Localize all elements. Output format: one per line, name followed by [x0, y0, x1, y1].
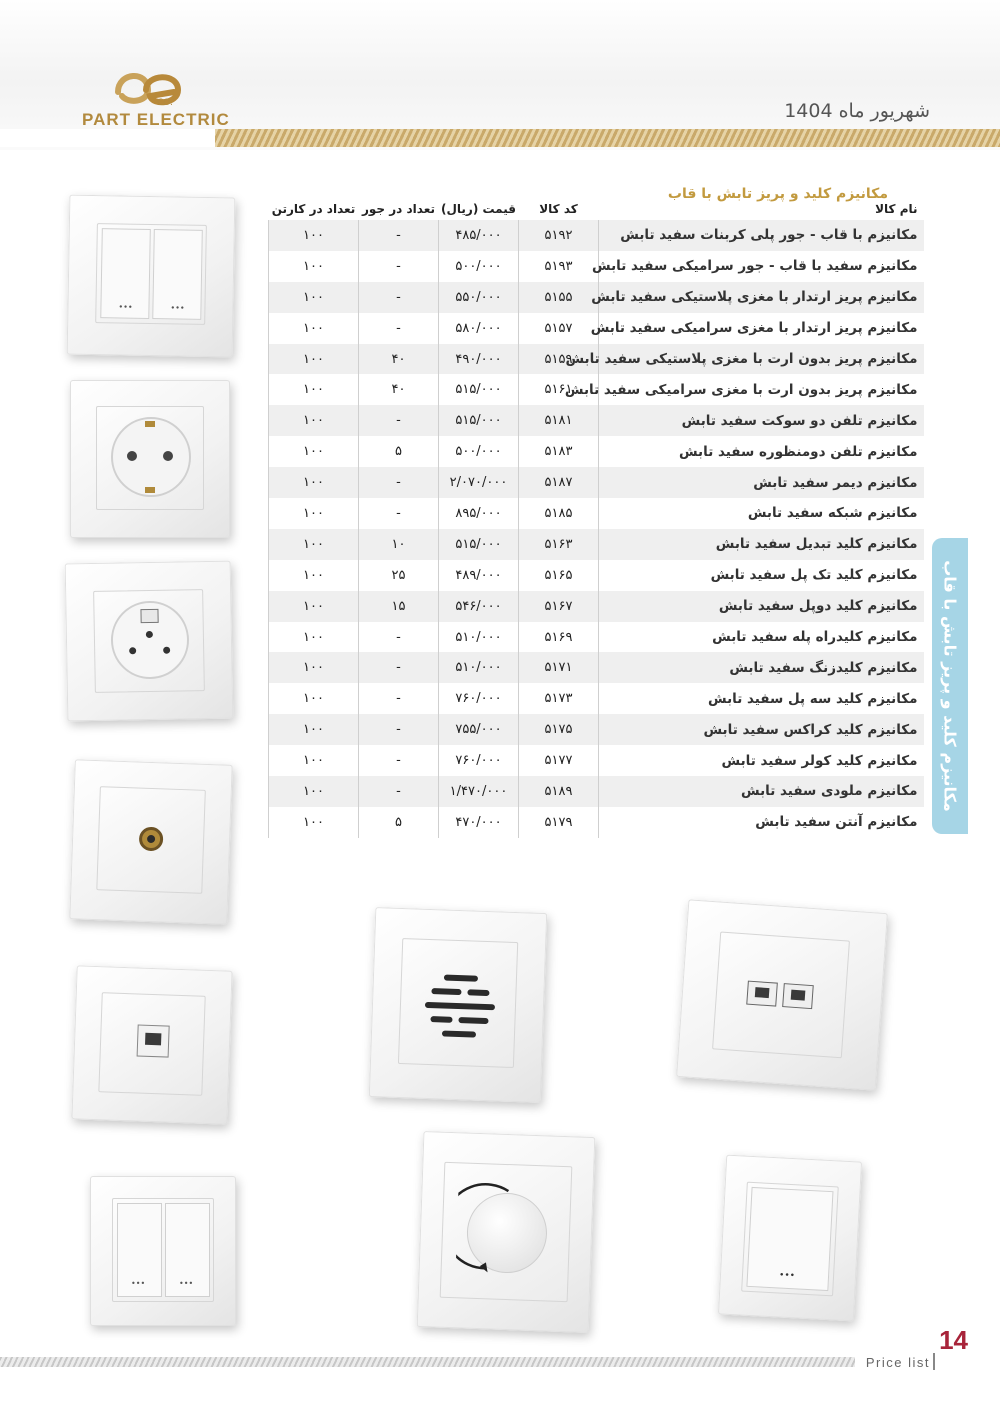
cell-pack: - — [359, 251, 439, 282]
cell-name: مکانیزم کلید تک پل سفید تابش — [599, 560, 924, 591]
header-date: شهریور ماه 1404 — [784, 100, 930, 122]
cell-price: ۱/۴۷۰/۰۰۰ — [439, 776, 519, 807]
cell-code: ۵۱۸۱ — [519, 405, 599, 436]
product-image-dual-phone — [676, 899, 888, 1091]
cell-carton: ۱۰۰ — [269, 652, 359, 683]
cell-name: مکانیزم پریز بدون ارت با مغزی سرامیکی سفید تابش — [599, 374, 924, 405]
cell-name: مکانیزم آنتن سفید تابش — [599, 807, 924, 838]
cell-code: ۵۱۵۷ — [519, 313, 599, 344]
product-image-double-switch-2: ••• ••• — [90, 1176, 236, 1326]
table-header-row — [269, 198, 924, 220]
product-image-network-socket — [71, 965, 232, 1124]
cell-code: ۵۱۷۹ — [519, 807, 599, 838]
cell-pack: ۱۰ — [359, 529, 439, 560]
cell-pack: ۲۵ — [359, 560, 439, 591]
product-image-dimmer — [417, 1131, 596, 1333]
cell-carton: ۱۰۰ — [269, 374, 359, 405]
table-row — [269, 467, 924, 498]
cell-name: مکانیزم تلفن دو سوکت سفید تابش — [599, 405, 924, 436]
header-code: کد کالا — [539, 202, 578, 216]
cell-price: ۴۹۰/۰۰۰ — [439, 344, 519, 375]
cell-pack: - — [359, 313, 439, 344]
table-row — [269, 652, 924, 683]
cell-price: ۵۸۰/۰۰۰ — [439, 313, 519, 344]
cell-carton: ۱۰۰ — [269, 714, 359, 745]
cell-name: مکانیزم پریز ارتدار با مغزی پلاستیکی سفید تابش — [599, 282, 924, 313]
cell-name: مکانیزم پریز ارتدار با مغزی سرامیکی سفید تابش — [599, 313, 924, 344]
product-image-antenna-socket — [69, 759, 232, 924]
header-stripe-gap — [0, 129, 215, 147]
cell-price: ۴۸۹/۰۰۰ — [439, 560, 519, 591]
table-row — [269, 220, 924, 251]
product-image-schuko-socket — [70, 380, 230, 538]
price-table — [268, 198, 924, 838]
footer-stripe — [0, 1357, 1000, 1367]
table-row — [269, 529, 924, 560]
cell-pack: - — [359, 745, 439, 776]
table-row — [269, 807, 924, 838]
table-row — [269, 436, 924, 467]
cell-code: ۵۱۷۳ — [519, 683, 599, 714]
cell-pack: ۵ — [359, 436, 439, 467]
cell-price: ۵۱۰/۰۰۰ — [439, 652, 519, 683]
cell-name: مکانیزم تلفن دومنظوره سفید تابش — [599, 436, 924, 467]
cell-price: ۴۷۰/۰۰۰ — [439, 807, 519, 838]
cell-name: مکانیزم کلیدراه پله سفید تابش — [599, 622, 924, 653]
cell-pack: - — [359, 683, 439, 714]
table-row — [269, 683, 924, 714]
cell-carton: ۱۰۰ — [269, 745, 359, 776]
table-row — [269, 313, 924, 344]
cell-name: مکانیزم سفید با قاب - جور سرامیکی سفید تابش — [599, 251, 924, 282]
cell-name: مکانیزم شبکه سفید تابش — [599, 498, 924, 529]
cell-carton: ۱۰۰ — [269, 529, 359, 560]
cell-pack: ۴۰ — [359, 344, 439, 375]
cell-price: ۵۱۵/۰۰۰ — [439, 374, 519, 405]
cell-carton: ۱۰۰ — [269, 591, 359, 622]
cell-name: مکانیزم کلید کراکس سفید تابش — [599, 714, 924, 745]
side-tab-label: مکانیزم کلید و پریز تابش با قاب — [940, 560, 960, 812]
table-row — [269, 714, 924, 745]
cell-code: ۵۱۵۹ — [519, 344, 599, 375]
cell-price: ۵۱۰/۰۰۰ — [439, 622, 519, 653]
table-row — [269, 374, 924, 405]
cell-code: ۵۱۷۷ — [519, 745, 599, 776]
cell-pack: ۴۰ — [359, 374, 439, 405]
cell-price: ۵۴۶/۰۰۰ — [439, 591, 519, 622]
cell-pack: - — [359, 652, 439, 683]
table-row — [269, 591, 924, 622]
cell-carton: ۱۰۰ — [269, 683, 359, 714]
section-side-tab — [932, 538, 968, 834]
table-row — [269, 405, 924, 436]
cell-pack: - — [359, 498, 439, 529]
table-row — [269, 282, 924, 313]
cell-carton: ۱۰۰ — [269, 560, 359, 591]
cell-name: مکانیزم پریز بدون ارت با مغزی پلاستیکی سفید تابش — [599, 344, 924, 375]
cell-code: ۵۱۶۷ — [519, 591, 599, 622]
cell-code: ۵۱۸۹ — [519, 776, 599, 807]
cell-carton: ۱۰۰ — [269, 776, 359, 807]
table-row — [269, 622, 924, 653]
cell-pack: ۱۵ — [359, 591, 439, 622]
cell-carton: ۱۰۰ — [269, 436, 359, 467]
cell-pack: - — [359, 714, 439, 745]
cell-code: ۵۱۵۵ — [519, 282, 599, 313]
cell-pack: - — [359, 622, 439, 653]
dimmer-arrow-icon — [455, 1181, 558, 1284]
cell-pack: - — [359, 467, 439, 498]
cell-price: ۷۶۰/۰۰۰ — [439, 683, 519, 714]
product-image-single-switch: ••• — [718, 1155, 862, 1322]
table-row — [269, 745, 924, 776]
cell-name: مکانیزم کلیدزنگ سفید تابش — [599, 652, 924, 683]
cell-name: مکانیزم ملودی سفید تابش — [599, 776, 924, 807]
header-price: قیمت (ریال) — [441, 202, 516, 216]
cell-carton: ۱۰۰ — [269, 498, 359, 529]
cell-price: ۵۱۵/۰۰۰ — [439, 529, 519, 560]
product-image-french-socket — [65, 561, 234, 722]
cell-carton: ۱۰۰ — [269, 622, 359, 653]
cell-code: ۵۱۶۹ — [519, 622, 599, 653]
cell-pack: - — [359, 405, 439, 436]
cell-code: ۵۱۷۵ — [519, 714, 599, 745]
cell-name: مکانیزم با قاب - جور پلی کربنات سفید تابش — [599, 220, 924, 251]
cell-price: ۵۱۵/۰۰۰ — [439, 405, 519, 436]
table-row — [269, 560, 924, 591]
cell-price: ۴۸۵/۰۰۰ — [439, 220, 519, 251]
cell-code: ۵۱۶۱ — [519, 374, 599, 405]
cell-carton: ۱۰۰ — [269, 220, 359, 251]
cell-code: ۵۱۹۳ — [519, 251, 599, 282]
cell-price: ۲/۰۷۰/۰۰۰ — [439, 467, 519, 498]
cell-name: مکانیزم کلید دوپل سفید تابش — [599, 591, 924, 622]
cell-pack: - — [359, 776, 439, 807]
price-list-label: Price list — [865, 1355, 930, 1370]
cell-name: مکانیزم کلید کولر سفید تابش — [599, 745, 924, 776]
cell-code: ۵۱۶۵ — [519, 560, 599, 591]
cell-carton: ۱۰۰ — [269, 251, 359, 282]
page-number: 14 — [939, 1325, 968, 1355]
table-row — [269, 344, 924, 375]
price-list-divider — [933, 1353, 935, 1370]
cell-name: مکانیزم کلید سه پل سفید تابش — [599, 683, 924, 714]
table-body — [269, 220, 924, 838]
cell-price: ۸۹۵/۰۰۰ — [439, 498, 519, 529]
cell-price: ۵۰۰/۰۰۰ — [439, 436, 519, 467]
table-row — [269, 251, 924, 282]
header-carton: تعداد در کارتن — [271, 202, 356, 216]
cell-code: ۵۱۸۳ — [519, 436, 599, 467]
cell-carton: ۱۰۰ — [269, 467, 359, 498]
cell-carton: ۱۰۰ — [269, 344, 359, 375]
section-title: مکانیزم کلید و پریز تابش با قاب — [667, 186, 888, 202]
cell-carton: ۱۰۰ — [269, 405, 359, 436]
product-image-melody — [369, 907, 548, 1103]
cell-carton: ۱۰۰ — [269, 807, 359, 838]
cell-price: ۵۰۰/۰۰۰ — [439, 251, 519, 282]
product-image-double-switch: ••• ••• — [67, 195, 236, 358]
cell-price: ۷۶۰/۰۰۰ — [439, 745, 519, 776]
cell-code: ۵۱۸۷ — [519, 467, 599, 498]
cell-name: مکانیزم کلید تبدیل سفید تابش — [599, 529, 924, 560]
cell-name: مکانیزم دیمر سفید تابش — [599, 467, 924, 498]
cell-code: ۵۱۷۱ — [519, 652, 599, 683]
cell-carton: ۱۰۰ — [269, 282, 359, 313]
logo-co: CO. — [157, 98, 173, 108]
cell-price: ۵۵۰/۰۰۰ — [439, 282, 519, 313]
cell-pack: ۵ — [359, 807, 439, 838]
cell-code: ۵۱۹۲ — [519, 220, 599, 251]
table-row — [269, 776, 924, 807]
cell-carton: ۱۰۰ — [269, 313, 359, 344]
logo-name: PART ELECTRIC — [82, 110, 230, 129]
cell-pack: - — [359, 220, 439, 251]
cell-pack: - — [359, 282, 439, 313]
header-pack: تعداد در جور — [362, 202, 435, 216]
table-row — [269, 498, 924, 529]
part-electric-logo-icon — [108, 62, 188, 112]
cell-code: ۵۱۶۳ — [519, 529, 599, 560]
header-name: نام کالا — [875, 202, 918, 216]
cell-code: ۵۱۸۵ — [519, 498, 599, 529]
cell-price: ۷۵۵/۰۰۰ — [439, 714, 519, 745]
